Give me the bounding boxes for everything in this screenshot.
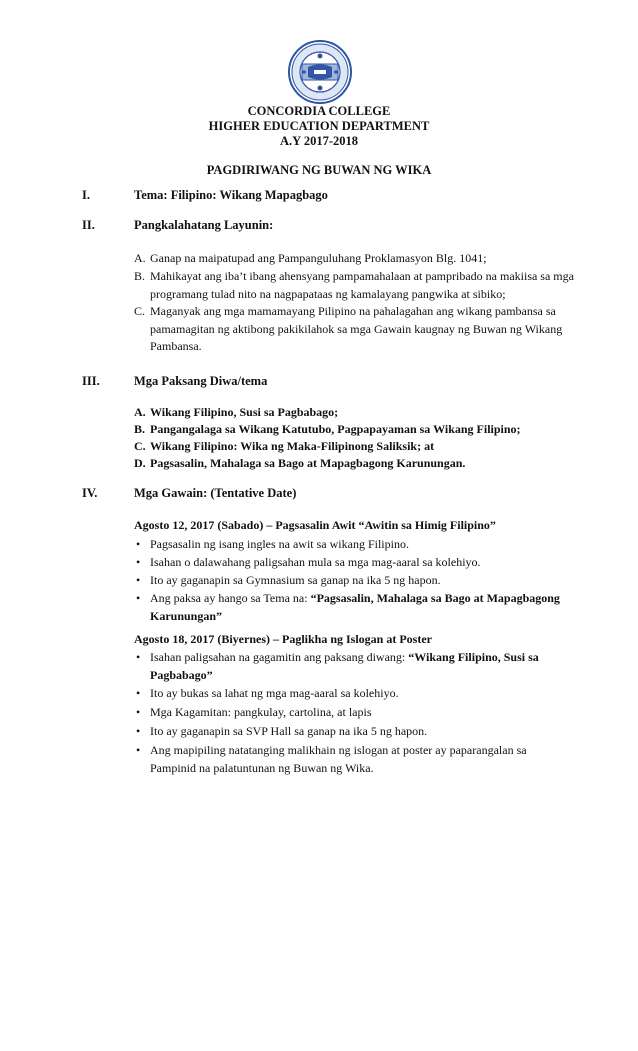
bullet-icon: • — [136, 573, 141, 587]
objective-item — [134, 303, 574, 356]
section-4-number: IV. — [82, 486, 98, 500]
theme-text: Filipino: Wikang Mapagbago — [170, 188, 328, 202]
bullet-text — [134, 590, 574, 625]
item-letter: C. — [134, 304, 146, 318]
bullet-text-emphasis: “Wikang Filipino, Susi sa Pagbabago” — [150, 650, 539, 682]
bullet-text: Ito ay gaganapin sa SVP Hall sa ganap na ika 5 ng hapon. — [150, 724, 428, 738]
bullet-icon: • — [136, 650, 141, 664]
item-text: Wikang Filipino: Wika ng Maka-Filipinong Saliksik; at — [150, 439, 435, 453]
section-2-number: II. — [82, 218, 95, 232]
bullet-text-prefix: Ang paksa ay hango sa Tema na: — [150, 591, 311, 605]
department-name: HIGHER EDUCATION DEPARTMENT — [208, 119, 430, 133]
item-text: Pangangalaga sa Wikang Katutubo, Pagpapayaman sa Wikang Filipino; — [150, 422, 521, 436]
activity-bullet — [134, 723, 574, 741]
item-letter: C. — [134, 439, 146, 453]
bullet-text: Mga Kagamitan: pangkulay, cartolina, at lapis — [150, 705, 372, 719]
bullet-icon: • — [136, 537, 141, 551]
college-seal-logo — [288, 40, 352, 104]
bullet-text-prefix: Isahan paligsahan na gagamitin ang paksang diwang: — [150, 650, 409, 664]
theme-label: Tema: — [134, 188, 168, 202]
bullet-icon: • — [136, 743, 141, 757]
bullet-icon: • — [136, 705, 141, 719]
activity-bullet — [134, 590, 574, 625]
section-1-number: I. — [82, 188, 90, 202]
activity-bullet — [134, 572, 574, 590]
activity-bullet — [134, 742, 574, 777]
bullet-text: Pagsasalin ng isang ingles na awit sa wikang Filipino. — [150, 537, 409, 551]
bullet-icon: • — [136, 555, 141, 569]
bullet-text — [134, 649, 574, 684]
section-1-theme — [134, 188, 328, 203]
bullet-text: Ang mapipiling natatanging malikhain ng islogan at poster ay paparangalan sa Pampinid na palatuntunan ng Buwan ng Wika. — [150, 743, 527, 775]
bullet-text: Ito ay gaganapin sa Gymnasium sa ganap na ika 5 ng hapon. — [150, 573, 441, 587]
item-text: Wikang Filipino, Susi sa Pagbabago; — [150, 405, 339, 419]
theme-item — [134, 421, 574, 439]
activity-1-title: Agosto 12, 2017 (Sabado) – Pagsasalin Awit “Awitin sa Himig Filipino” — [134, 518, 496, 532]
section-4-title: Mga Gawain: (Tentative Date) — [134, 486, 297, 500]
activity-bullet — [134, 649, 574, 684]
section-3-number: III. — [82, 374, 100, 388]
event-title: PAGDIRIWANG NG BUWAN NG WIKA — [206, 163, 432, 177]
item-text: Pagsasalin, Mahalaga sa Bago at Mapagbagong Karunungan. — [150, 456, 466, 470]
bullet-icon: • — [136, 686, 141, 700]
item-letter: A. — [134, 251, 146, 265]
section-2-title: Pangkalahatang Layunin: — [134, 218, 274, 232]
bullet-text: Ito ay bukas sa lahat ng mga mag-aaral sa kolehiyo. — [150, 686, 399, 700]
section-3-title: Mga Paksang Diwa/tema — [134, 374, 268, 388]
item-text: Mahikayat ang iba’t ibang ahensyang pampamahalaan at pampribado na makiisa sa mga programang tulad nito na nagpapataas ng kamalayang pangwika at sibiko; — [150, 269, 574, 301]
theme-item — [134, 438, 574, 456]
bullet-text-emphasis: “Pagsasalin, Mahalaga sa Bago at Mapagbagong Karunungan” — [150, 591, 560, 623]
activity-2-title: Agosto 18, 2017 (Biyernes) – Paglikha ng Islogan at Poster — [134, 632, 432, 646]
objective-item — [134, 268, 574, 303]
item-text: Maganyak ang mga mamamayang Pilipino na pahalagahan ang wikang pambansa sa pamamagitan ng aktibong pakikilahok sa mga Gawain kaugnay ng Buwan ng Wikang Pambansa. — [150, 304, 563, 353]
bullet-text: Isahan o dalawahang paligsahan mula sa mga mag-aaral sa kolehiyo. — [150, 555, 481, 569]
item-letter: B. — [134, 422, 146, 436]
bullet-icon: • — [136, 591, 141, 605]
academic-year: A.Y 2017-2018 — [279, 134, 358, 148]
item-letter: B. — [134, 269, 146, 283]
activity-bullet — [134, 704, 574, 722]
activity-bullet — [134, 685, 574, 703]
college-name: CONCORDIA COLLEGE — [247, 104, 391, 118]
bullet-icon: • — [136, 724, 141, 738]
item-letter: D. — [134, 456, 146, 470]
theme-item — [134, 455, 574, 473]
item-text: Ganap na maipatupad ang Pampanguluhang Proklamasyon Blg. 1041; — [150, 251, 487, 265]
objective-item — [134, 250, 574, 268]
activity-bullet — [134, 536, 574, 554]
item-letter: A. — [134, 405, 146, 419]
activity-bullet — [134, 554, 574, 572]
theme-item — [134, 404, 574, 422]
